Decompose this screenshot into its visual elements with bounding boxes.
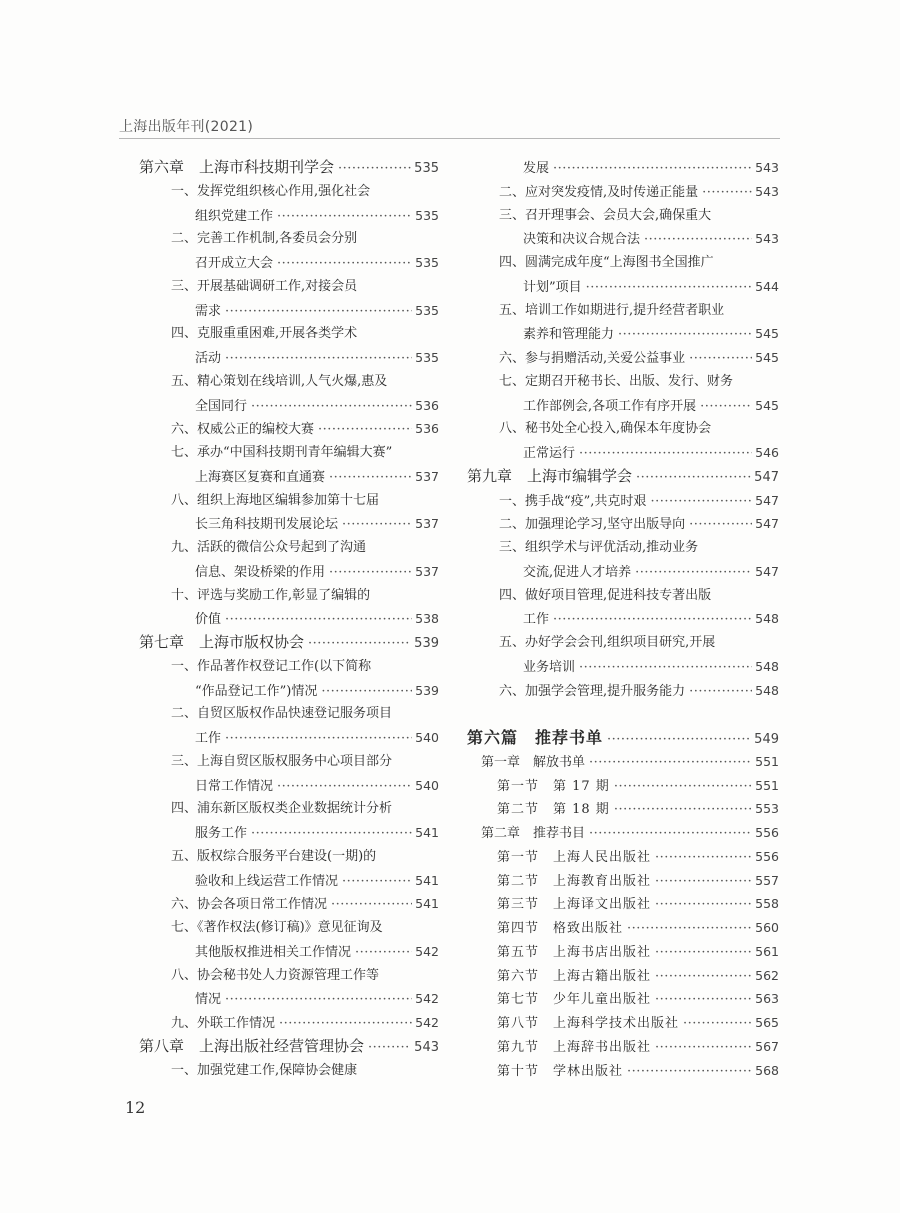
toc-entry-cont (139, 869, 439, 893)
toc-entry-title: 七、定期召开秘书长、出版、发行、财务 (499, 373, 734, 389)
dot-leader (321, 680, 412, 704)
dot-leader (683, 1012, 752, 1036)
toc-entry-page: 546 (755, 445, 779, 460)
dot-leader (635, 561, 752, 585)
toc-entry-title: 三、开展基础调研工作,对接会员 (171, 278, 358, 294)
toc-entry-part (467, 726, 779, 750)
dot-leader (308, 632, 411, 656)
toc-entry-title: 二、完善工作机制,各委员会分别 (171, 231, 358, 247)
toc-entry-title: 一、发挥党组织核心作用,强化社会 (171, 183, 371, 199)
toc-entry-item (139, 584, 439, 608)
toc-entry-item (467, 536, 779, 560)
toc-entry-item (467, 417, 779, 441)
toc-entry-cont (467, 560, 779, 584)
toc-entry-cont (467, 394, 779, 418)
toc-entry-cont (467, 275, 779, 299)
toc-entry-item (467, 346, 779, 370)
toc-entry-page: 562 (755, 967, 779, 983)
toc-entry-title: 第九节 上海辞书出版社 (497, 1039, 652, 1055)
toc-entry-page: 542 (415, 943, 439, 959)
toc-entry-sec (467, 797, 779, 821)
dot-leader (655, 846, 752, 870)
toc-entry-title: 七、承办“中国科技期刊青年编辑大赛” (171, 445, 393, 460)
toc-entry-page: 543 (755, 231, 779, 247)
dot-leader (342, 513, 412, 537)
toc-entry-title: 第九章 上海市编辑学会 (467, 466, 633, 485)
dot-leader (655, 893, 752, 917)
toc-entry-title: 第七章 上海市版权协会 (139, 633, 305, 651)
toc-entry-item (139, 892, 439, 916)
toc-entry-page: 567 (755, 1038, 779, 1054)
dot-leader (251, 822, 412, 846)
dot-leader (225, 608, 412, 632)
dot-leader (607, 728, 751, 752)
dot-leader (636, 466, 751, 490)
toc-entry-page: 568 (755, 1062, 779, 1078)
toc-entry-cont (139, 346, 439, 370)
toc-entry-page: 535 (415, 255, 439, 270)
dot-leader (586, 276, 752, 300)
toc-entry-title: 第五节 上海书店出版社 (497, 944, 652, 960)
dot-leader (614, 775, 752, 799)
toc-entry-page: 537 (415, 468, 439, 484)
toc-entry-title: 八、协会秘书处人力资源管理工作等 (171, 967, 380, 983)
toc-entry-title: 第八章 上海出版社经营管理协会 (139, 1036, 365, 1055)
toc-entry-title: 第十节 学林出版社 (497, 1063, 624, 1079)
toc-entry-item (139, 322, 439, 346)
toc-entry-page: 543 (414, 1039, 439, 1055)
toc-entry-cont (139, 607, 439, 631)
toc-entry-page: 545 (755, 397, 779, 413)
toc-entry-title: 需求 (195, 303, 222, 319)
toc-entry-page: 561 (755, 943, 779, 959)
toc-entry-title: 二、加强理论学习,坚守出版导向 (499, 517, 686, 533)
toc-entry-title: 三、上海自贸区版权服务中心项目部分 (171, 753, 393, 769)
dot-leader (655, 870, 752, 894)
toc-entry-cont (139, 204, 439, 228)
toc-entry-sec (467, 869, 779, 893)
toc-entry-item (467, 180, 779, 204)
toc-entry-title: 五、版权综合服务平台建设(一期)的 (171, 848, 377, 864)
toc-entry-cont (467, 227, 779, 251)
toc-entry-item (139, 536, 439, 560)
toc-entry-title: 决策和决议合规合法 (523, 232, 641, 248)
toc-entry-page: 558 (755, 896, 779, 912)
dot-leader (318, 418, 412, 442)
toc-entry-cont (139, 821, 439, 845)
toc-entry-page: 549 (754, 732, 779, 747)
dot-leader (368, 1036, 411, 1060)
toc-entry-page: 538 (415, 611, 439, 627)
dot-leader (331, 893, 412, 917)
toc-entry-title: 验收和上线运营工作情况 (195, 873, 339, 889)
toc-entry-item (139, 489, 439, 513)
toc-entry-rchap (467, 821, 779, 845)
toc-entry-cont (139, 679, 439, 703)
toc-entry-title: 八、秘书处全心投入,确保本年度协会 (499, 421, 712, 437)
toc-entry-page: 556 (755, 848, 779, 864)
toc-entry-page: 565 (755, 1015, 779, 1030)
toc-entry-title: 组织党建工作 (195, 208, 274, 224)
toc-entry-sec (467, 987, 779, 1011)
toc-entry-title: 六、参与捐赠活动,关爱公益事业 (499, 351, 686, 366)
toc-entry-sec (467, 1059, 779, 1083)
dot-leader (338, 157, 411, 181)
dot-leader (589, 822, 752, 846)
toc-entry-page: 541 (415, 896, 439, 912)
dot-leader (589, 751, 752, 775)
toc-entry-title: 第一节 第 17 期 (497, 778, 610, 794)
toc-entry-title: 四、克服重重困难,开展各类学术 (171, 326, 358, 342)
toc-entry-page: 548 (755, 682, 779, 698)
toc-entry-title: 八、组织上海地区编辑参加第十七届 (171, 492, 380, 508)
toc-entry-page: 548 (755, 611, 779, 627)
toc-entry-item (139, 750, 439, 774)
toc-entry-item (467, 370, 779, 394)
toc-entry-title: 四、浦东新区版权类企业数据统计分析 (171, 801, 393, 817)
dot-leader (689, 347, 752, 371)
toc-spacer (467, 702, 779, 726)
toc-entry-title: 一、携手战“疫”,共克时艰 (499, 493, 647, 509)
dot-leader (655, 941, 752, 965)
dot-leader (329, 466, 412, 490)
toc-entry-page: 540 (415, 730, 439, 745)
toc-entry-sec (467, 1011, 779, 1035)
toc-entry-title: 计划”项目 (523, 279, 582, 295)
toc-entry-title: 上海赛区复赛和直通赛 (195, 469, 326, 485)
toc-entry-item (467, 584, 779, 608)
toc-entry-item (467, 489, 779, 513)
toc-entry-item (139, 845, 439, 869)
toc-entry-item (139, 227, 439, 251)
toc-entry-cont (467, 441, 779, 465)
toc-entry-sec (467, 892, 779, 916)
dot-leader (614, 798, 752, 822)
toc-entry-item (139, 441, 439, 465)
dot-leader (355, 941, 412, 965)
toc-entry-title: 召开成立大会 (195, 256, 274, 271)
toc-entry-chapter (139, 1035, 439, 1059)
toc-entry-cont (139, 987, 439, 1011)
toc-entry-sec (467, 845, 779, 869)
running-head: 上海出版年刊(2021) (119, 119, 254, 135)
toc-entry-page: 553 (755, 801, 779, 817)
toc-entry-item (139, 797, 439, 821)
toc-entry-title: 第六章 上海市科技期刊学会 (139, 158, 335, 176)
toc-entry-cont (139, 465, 439, 489)
toc-entry-page: 542 (415, 1015, 439, 1030)
toc-entry-title: 五、培训工作如期进行,提升经营者职业 (499, 302, 725, 318)
toc-entry-title: 工作 (523, 612, 550, 628)
toc-entry-page: 539 (415, 682, 439, 698)
toc-entry-item (467, 299, 779, 323)
dot-leader (251, 395, 412, 419)
toc-entry-item (467, 679, 779, 703)
toc-entry-item (139, 275, 439, 299)
dot-leader (342, 870, 412, 894)
toc-entry-title: 第三节 上海译文出版社 (497, 897, 652, 913)
toc-entry-page: 556 (755, 825, 779, 840)
dot-leader (225, 347, 412, 371)
toc-entry-title: 四、做好项目管理,促进科技专著出版 (499, 587, 712, 603)
toc-entry-item (139, 964, 439, 988)
toc-entry-title: 五、精心策划在线培训,人气火爆,惠及 (171, 373, 388, 389)
toc-entry-page: 541 (415, 872, 439, 888)
toc-entry-item (467, 631, 779, 655)
toc-entry-sec (467, 964, 779, 988)
toc-entry-cont (139, 940, 439, 964)
toc-entry-title: 第二节 上海教育出版社 (497, 873, 652, 889)
dot-leader (650, 490, 752, 514)
dot-leader (655, 988, 752, 1012)
toc-entry-title: 第六节 上海古籍出版社 (497, 968, 652, 984)
toc-entry-item (139, 370, 439, 394)
toc-entry-cont (467, 322, 779, 346)
toc-entry-page: 543 (755, 183, 779, 199)
dot-leader (689, 680, 752, 704)
dot-leader (702, 181, 752, 205)
toc-entry-page: 548 (755, 658, 779, 674)
toc-entry-title: 其他版权推进相关工作情况 (195, 944, 352, 960)
toc-entry-page: 542 (415, 991, 439, 1007)
dot-leader (700, 395, 752, 419)
dot-leader (553, 157, 752, 181)
toc-entry-page: 551 (755, 753, 779, 769)
toc-entry-page: 547 (755, 492, 779, 508)
toc-entry-item (139, 1059, 439, 1083)
toc-entry-title: 五、办好学会会刊,组织项目研究,开展 (499, 635, 716, 650)
toc-entry-item (139, 180, 439, 204)
toc-entry-cont (467, 655, 779, 679)
toc-entry-title: 一、作品著作权登记工作(以下简称 (171, 658, 372, 674)
toc-entry-title: 第二章 推荐书目 (481, 826, 586, 841)
toc-entry-page: 551 (755, 777, 779, 793)
toc-entry-page: 535 (415, 207, 439, 223)
toc-entry-title: 素养和管理能力 (523, 327, 615, 343)
toc-entry-title: 情况 (195, 992, 222, 1008)
toc-entry-cont (139, 299, 439, 323)
toc-entry-item (139, 417, 439, 441)
dot-leader (644, 228, 752, 252)
toc-entry-title: 工作部例会,各项工作有序开展 (523, 398, 697, 414)
toc-entry-title: 六、加强学会管理,提升服务能力 (499, 683, 686, 699)
toc-entry-page: 547 (755, 516, 779, 532)
toc-entry-cont (139, 560, 439, 584)
toc-entry-title: 十、评选与奖励工作,彰显了编辑的 (171, 587, 371, 603)
toc-entry-title: 活动 (195, 351, 222, 366)
toc-entry-page: 535 (414, 161, 439, 176)
toc-entry-title: 正常运行 (523, 446, 576, 461)
toc-entry-page: 541 (415, 825, 439, 840)
toc-entry-title: 第一节 上海人民出版社 (497, 849, 652, 865)
toc-entry-page: 536 (415, 421, 439, 437)
toc-entry-page: 537 (415, 516, 439, 532)
toc-entry-title: 一、加强党建工作,保障协会健康 (171, 1062, 358, 1078)
dot-leader (627, 1060, 752, 1084)
toc-entry-title: “作品登记工作”)情况 (195, 683, 318, 699)
dot-leader (225, 300, 412, 324)
toc-entry-title: 长三角科技期刊发展论坛 (195, 517, 339, 533)
toc-entry-item (467, 251, 779, 275)
toc-entry-title: 九、外联工作情况 (171, 1016, 276, 1031)
toc-entry-title: 服务工作 (195, 826, 248, 841)
dot-leader (329, 561, 412, 585)
toc-entry-title: 九、活跃的微信公众号起到了沟通 (171, 540, 367, 555)
toc-entry-page: 563 (755, 991, 779, 1007)
toc-entry-page: 545 (755, 350, 779, 365)
dot-leader (553, 608, 752, 632)
toc-entry-title: 第八节 上海科学技术出版社 (497, 1016, 680, 1031)
toc-entry-sec (467, 1035, 779, 1059)
toc-entry-page: 535 (415, 350, 439, 365)
toc-entry-page: 536 (415, 397, 439, 413)
toc-entry-title: 第四节 格致出版社 (497, 921, 624, 936)
toc-entry-cont (139, 726, 439, 750)
dot-leader (655, 965, 752, 989)
toc-entry-item (139, 916, 439, 940)
toc-entry-title: 日常工作情况 (195, 778, 274, 794)
toc-entry-title: 业务培训 (523, 659, 576, 675)
toc-entry-rchap (467, 750, 779, 774)
toc-entry-page: 557 (755, 872, 779, 888)
toc-entry-cont (139, 774, 439, 798)
toc-entry-title: 四、圆满完成年度“上海图书全国推广 (499, 255, 714, 270)
toc-entry-page: 547 (754, 469, 779, 485)
toc-entry-item (139, 655, 439, 679)
toc-entry-page: 540 (415, 777, 439, 793)
dot-leader (579, 442, 752, 466)
toc-entry-page: 545 (755, 326, 779, 342)
toc-entry-sec (467, 940, 779, 964)
header-rule (119, 138, 780, 139)
toc-entry-title: 第七节 少年儿童出版社 (497, 992, 652, 1008)
toc-entry-title: 六、协会各项日常工作情况 (171, 897, 328, 913)
dot-leader (279, 1012, 412, 1036)
toc-entry-title: 第二节 第 18 期 (497, 802, 610, 818)
page-number: 12 (125, 1098, 146, 1117)
toc-entry-cont (139, 394, 439, 418)
toc-entry-page: 543 (755, 160, 779, 175)
toc-entry-title: 三、组织学术与评优活动,推动业务 (499, 540, 699, 555)
toc-entry-page: 544 (755, 278, 779, 294)
dot-leader (689, 513, 752, 537)
toc-entry-cont (139, 512, 439, 536)
toc-entry-cont (467, 156, 779, 180)
dot-leader (225, 727, 412, 751)
toc-entry-chapter (139, 156, 439, 180)
dot-leader (655, 1036, 752, 1060)
toc-entry-sec (467, 774, 779, 798)
toc-entry-title: 交流,促进人才培养 (523, 564, 632, 580)
toc-entry-chapter (139, 631, 439, 655)
toc-entry-page: 537 (415, 563, 439, 579)
toc-entry-title: 第一章 解放书单 (481, 754, 586, 770)
dot-leader (225, 988, 412, 1012)
toc-entry-title: 全国同行 (195, 398, 248, 414)
toc-entry-title: 价值 (195, 612, 222, 628)
toc-entry-chapter (467, 465, 779, 489)
toc-entry-title: 二、应对突发疫情,及时传递正能量 (499, 184, 699, 200)
toc-entry-title: 三、召开理事会、会员大会,确保重大 (499, 207, 712, 223)
toc-entry-page: 539 (414, 636, 439, 651)
toc-entry-page: 560 (755, 920, 779, 935)
toc-right-column (467, 156, 779, 1082)
toc-entry-item (139, 1011, 439, 1035)
toc-entry-title: 七、《著作权法(修订稿)》意见征询及 (171, 920, 383, 935)
dot-leader (618, 323, 752, 347)
toc-entry-page: 535 (415, 302, 439, 318)
toc-entry-title: 二、自贸区版权作品快速登记服务项目 (171, 706, 393, 722)
dot-leader (277, 252, 412, 276)
toc-entry-page: 547 (755, 563, 779, 579)
toc-entry-sec (467, 916, 779, 940)
toc-entry-title: 发展 (523, 161, 550, 176)
toc-left-column (139, 156, 439, 1082)
toc-entry-title: 工作 (195, 731, 222, 746)
dot-leader (579, 656, 752, 680)
toc-entry-item (467, 204, 779, 228)
toc-entry-title: 信息、架设桥梁的作用 (195, 564, 326, 580)
toc-entry-item (139, 702, 439, 726)
dot-leader (277, 775, 412, 799)
toc-entry-cont (467, 607, 779, 631)
toc-entry-item (467, 512, 779, 536)
toc-entry-title: 六、权威公正的编校大赛 (171, 422, 315, 438)
dot-leader (627, 917, 752, 941)
toc-entry-title: 第六篇 推荐书单 (467, 728, 604, 747)
toc-entry-cont (139, 251, 439, 275)
dot-leader (277, 205, 412, 229)
